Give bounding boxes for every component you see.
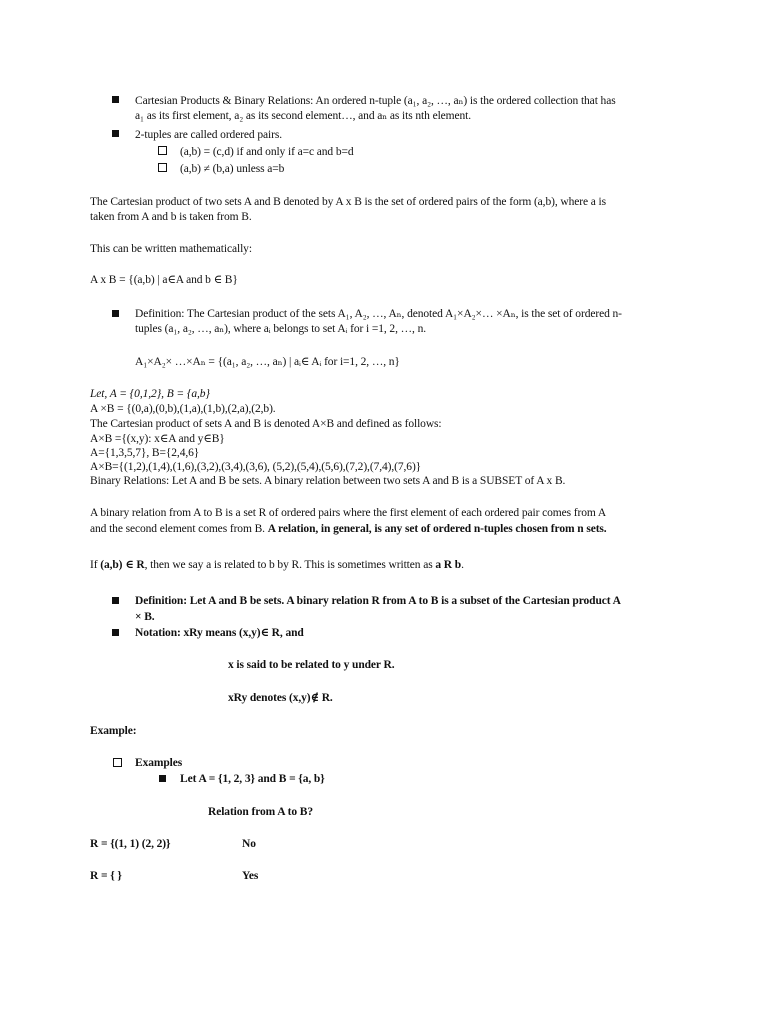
relation-answer-2: Yes: [242, 870, 259, 882]
bullet-text-ordered-pairs: 2-tuples are called ordered pairs.: [135, 129, 282, 141]
definition-line2: tuples (a₁, a₂, …, aₙ), where aᵢ belongs to set Aᵢ for i =1, 2, …, n.: [135, 323, 427, 335]
relation-question: Relation from A to B?: [208, 806, 314, 818]
related-pair: (a,b) ∈ R: [100, 559, 145, 571]
checkbox-bullet-icon: [158, 146, 167, 155]
product-definition-set: A×B ={(x,y): x∈A and y∈B}: [90, 433, 225, 445]
related-text: , then we say a is related to b by R. This is sometimes written as: [144, 559, 436, 571]
checkbox-bullet-icon: [158, 163, 167, 172]
examples-let: Let A = {1, 2, 3} and B = {a, b}: [180, 773, 325, 785]
relation-paragraph-bold: A relation, in general, is any set of ordered n-tuples chosen from n sets.: [267, 523, 607, 535]
notation-related: x is said to be related to y under R.: [228, 659, 395, 671]
relation-example-1: R = {(1, 1) (2, 2)}: [90, 838, 171, 850]
related-if: If: [90, 559, 101, 571]
checkbox-bullet-icon: [113, 758, 122, 767]
notation-denotes: xRy denotes (x,y)∉ R.: [228, 692, 333, 704]
definition-line1: Definition: The Cartesian product of the sets A₁, A₂, …, Aₙ, denoted A₁×A₂×… ×Aₙ, is the set of ordered n-: [135, 308, 622, 320]
example2-product: A×B={(1,2),(1,4),(1,6),(3,2),(3,4),(3,6), (5,2),(5,4),(5,6),(7,2),(7,4),(7,6)}: [90, 461, 422, 473]
bullet-square-icon: [112, 130, 119, 137]
definition-formula: A₁×A₂× …×Aₙ = {(a₁, a₂, …, aₙ) | aᵢ∈ Aᵢ for i=1, 2, …, n}: [135, 356, 400, 368]
bullet-text-ntuple-line1: Cartesian Products & Binary Relations: An ordered n-tuple (a₁, a₂, …, aₙ) is the ordered collection that has: [135, 95, 616, 107]
product-definition-intro: The Cartesian product of sets A and B is denoted A×B and defined as follows:: [90, 418, 442, 430]
cartesian-paragraph-line2: taken from A and b is taken from B.: [90, 211, 252, 223]
binary-relation-definition-line2: × B.: [135, 611, 155, 623]
notation-line: Notation: xRy means (x,y)∈ R, and: [135, 627, 304, 639]
related-period: .: [461, 559, 464, 571]
related-arb: a R b: [435, 559, 462, 571]
cartesian-formula: A x B = {(a,b) | a∈A and b ∈ B}: [90, 274, 238, 286]
bullet-square-icon: [159, 775, 166, 782]
examples-label: Examples: [135, 757, 183, 769]
subbullet-inequality: (a,b) ≠ (b,a) unless a=b: [180, 163, 285, 175]
relation-answer-1: No: [242, 838, 256, 850]
cartesian-paragraph-line1: The Cartesian product of two sets A and B denoted by A x B is the set of ordered pairs of the form (a,b), where a is: [90, 196, 606, 208]
bullet-square-icon: [112, 310, 119, 317]
relation-example-2: R = { }: [90, 870, 122, 882]
relation-paragraph-line2: [90, 522, 607, 536]
example-heading: Example:: [90, 725, 137, 737]
relation-paragraph-plain: and the second element comes from B.: [90, 523, 268, 535]
subbullet-equality: (a,b) = (c,d) if and only if a=c and b=d: [180, 146, 354, 158]
binary-relation-definition-line1: Definition: Let A and B be sets. A binary relation R from A to B is a subset of the Cartesian product A: [135, 595, 621, 607]
example-sets: Let, A = {0,1,2}, B = {a,b}: [90, 388, 210, 400]
binary-relations-intro: Binary Relations: Let A and B be sets. A binary relation between two sets A and B is a SUBSET of A x B.: [90, 475, 566, 487]
related-sentence: [90, 558, 464, 572]
bullet-text-ntuple-line2: a₁ as its first element, a₂ as its second element…, and aₙ as its nth element.: [135, 110, 472, 122]
math-intro-text: This can be written mathematically:: [90, 243, 252, 255]
relation-paragraph-line1: A binary relation from A to B is a set R of ordered pairs where the first element of each ordered pair comes from A: [90, 507, 607, 519]
bullet-square-icon: [112, 96, 119, 103]
bullet-square-icon: [112, 629, 119, 636]
bullet-square-icon: [112, 597, 119, 604]
example2-sets: A={1,3,5,7}, B={2,4,6}: [90, 447, 200, 459]
example-product: A ×B = {(0,a),(0,b),(1,a),(1,b),(2,a),(2,b).: [90, 403, 276, 415]
